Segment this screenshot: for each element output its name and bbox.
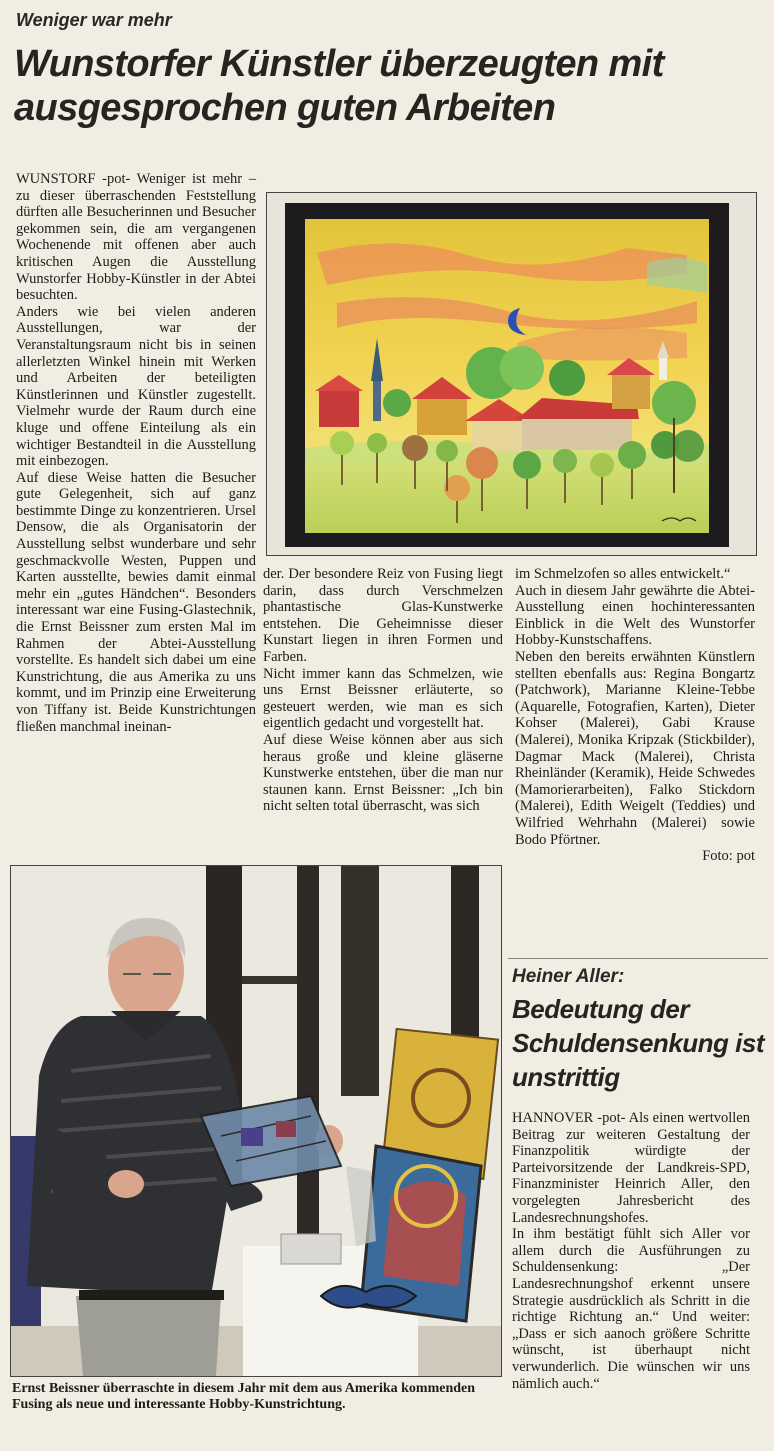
divider [508,958,768,959]
article-headline: Wunstorfer Künstler überzeugten mit ausgesprochen guten Arbeiten [14,43,664,129]
paragraph: Auf diese Weise können aber aus sich heraus große und kleine gläserne Kunstwerke entstehen, über die man nur staunen kann. Ernst Beissner: „Ich bin nicht selten total überrascht, was sich [263,731,503,815]
artist-photo-illustration [11,866,501,1376]
photo-caption: Ernst Beissner überraschte in diesem Jahr mit dem aus Amerika kommenden Fusing als neue und interessante Hobby-Kunstrichtung. [12,1381,476,1412]
paragraph: Auf diese Weise hatten die Besucher gute Gelegenheit, sich auf ganz bestimmte Dinge zu konzentrieren. Ursel Densow, die als Organisatorin der Ausstellung selbst wunderbare und sehr geschmackvolle Westen, Puppen und Karten ausstellte, bewies damit einmal mehr ein „gutes Händchen“. Besonders interessant war eine Fusing-Glastechnik, die Ernst Beissner zum ersten Mal im Rahmen der Abtei-Ausstellung vorstellte. Es handelt sich dabei um eine Kunstrichtung, die aus Amerika zu uns kommt, und im Prinzip eine Erweiterung von Tiffany ist. Beide Kunstrichtungen fließen manchmal ineinan- [16,469,256,735]
paragraph: Anders wie bei vielen anderen Ausstellungen, war der Veranstaltungsraum nicht bis in seinen allerletzten Winkel hinein mit Werken und Arbeiten der beteiligten Künstlerinnen und Künstler zugestellt. Vielmehr wurde der Raum durch eine kluge und offene Einteilung als ein wichtiger Bestandteil in die Ausstellung mit einbezogen. [16,303,256,470]
photo-credit: Foto: pot [702,848,755,865]
side-article-body [512,1110,750,1392]
side-article-kicker: Heiner Aller: [512,966,625,987]
paragraph: im Schmelzofen so alles entwickelt.“ [515,566,731,582]
side-article-headline: Bedeutung der Schuldensenkung ist unstrittig [512,994,764,1092]
paragraph: In ihm bestätigt fühlt sich Aller vor allem durch die Ausführungen zu Schuldensenkung: „Der Landesrechnungshof erkennt unsere Strategie ausdrücklich als Schritt in die richtige Richtung an.“ Und weiter: „Dass er sich aanoch größere Schritte wünscht, ist überhaupt nicht verwunderlich. Die wünschen wir uns nämlich auch.“ [512,1226,750,1392]
paragraph: Nicht immer kann das Schmelzen, wie uns Ernst Beissner erläuterte, so gesteuert werden, wie man es sich eigentlich gedacht und vorgestellt hat. [263,665,503,732]
article-column-3 [515,566,755,865]
article-column-1 [16,171,256,735]
article-column-2 [263,566,503,815]
article-kicker: Weniger war mehr [16,10,172,30]
paragraph: HANNOVER -pot- Als einen wertvollen Beitrag zur weiteren Gestaltung der Finanzpolitik würdigte der Parteivorsitzende der Landkreis-SPD, Finanzminister Heinrich Aller, den vorgelegten Jahresbericht des Landesrechnungshofes. [512,1110,750,1226]
paragraph: der. Der besondere Reiz von Fusing liegt darin, dass durch Verschmelzen phantastische Glas-Kunstwerke entstehen. Die Geheimnisse dieser Kunstart liegen in ihren Formen und Farben. [263,566,503,665]
paragraph: Auch in diesem Jahr gewährte die Abtei-Ausstellung einen hochinteressanten Einblick in die Welt des Wunstorfer Hobby-Kunstschaffens. [515,582,755,649]
paragraph: Neben den bereits erwähnten Künstlern stellten ebenfalls aus: Regina Bongartz (Patchwork), Marianne Kleine-Tebbe (Aquarelle, Fotografien, Karten), Dieter Kohser (Malerei), Gabi Krause (Malerei), Monika Kripzak (Stickbilder), Dagmar Mack (Malerei), Christa Rheinländer (Keramik), Heide Schwedes (Mamorierarbeiten), Falko Stickdorn (Malerei), Edith Weigelt (Teddies) und Wilfried Wehrhahn (Malerei) sowie Bodo Pförtner. [515,648,755,848]
artist-photo [10,865,502,1377]
painting-photo [266,192,757,556]
paragraph: WUNSTORF -pot- Weniger ist mehr – zu dieser überraschenden Feststellung dürften alle Besucherinnen und Besucher gekommen sein, die am vergangenen Wochenende mit offenen aber auch kritischen Augen die Ausstellung Wunstorfer Hobby-Künstler in der Abtei besuchten. [16,171,256,304]
painting-illustration [267,193,756,555]
